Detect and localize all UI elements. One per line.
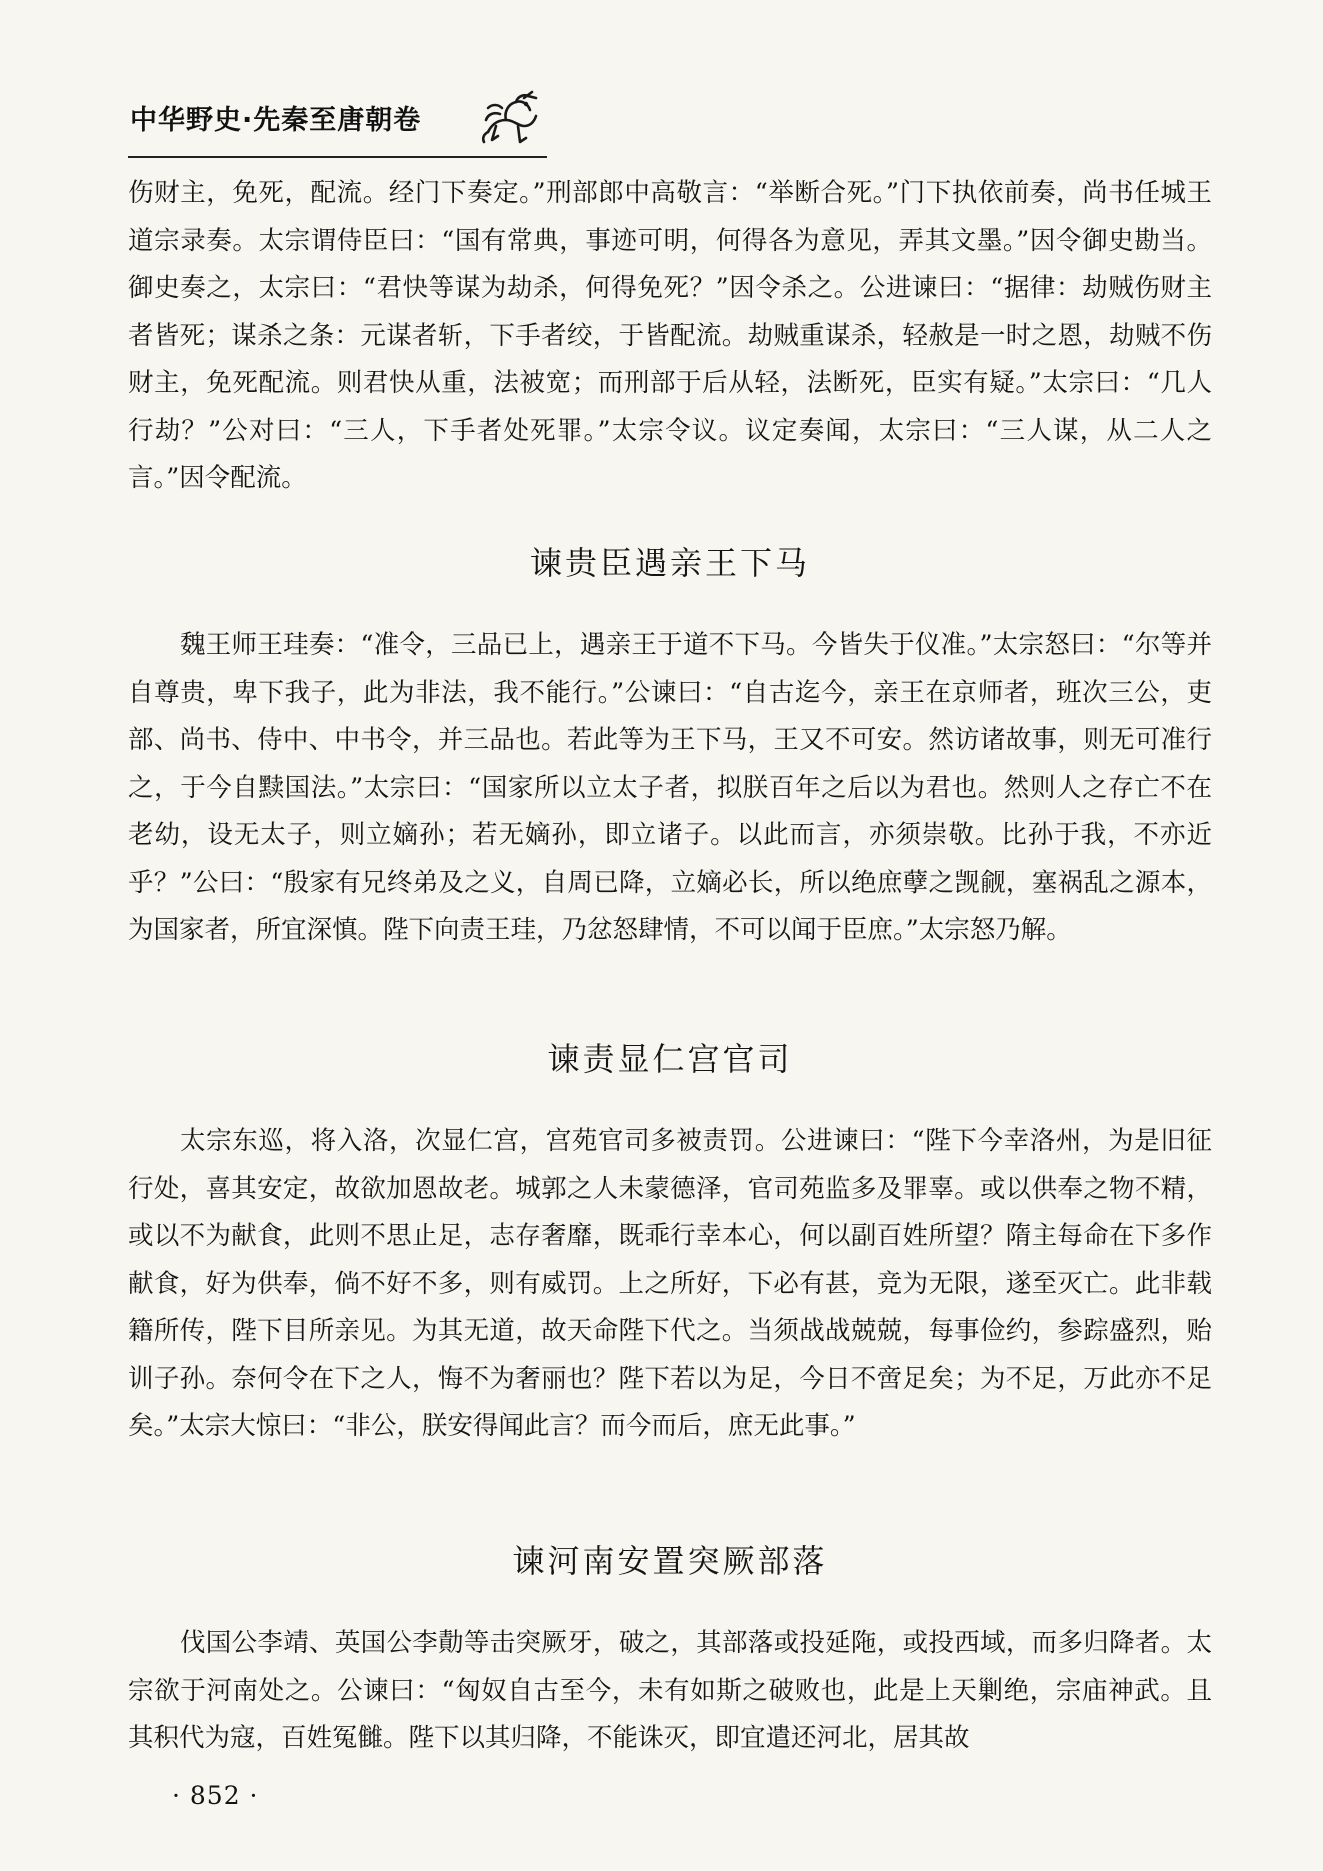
header-rule — [128, 156, 547, 158]
section-title-1: 谏贵臣遇亲王下马 — [529, 544, 810, 582]
paragraph-2: 魏王师王珪奏：“准令，三品已上，遇亲王于道不下马。今皆失于仪准。”太宗怒曰：“尔等并自尊贵，卑下我子，此为非法，我不能行。”公谏曰：“自古迄今，亲王在京师者，班次三公，吏部、尚书、侍中、中书令，并三品也。若此等为王下马，王又不可安。然访诸故事，则无可准行之，于今自黩国法。”太宗曰：“国家所以立太子者，拟朕百年之后以为君也。然则人之存亡不在老幼，设无太子，则立嫡孙；若无嫡孙，即立诸子。以此而言，亦须崇敬。比孙于我，不亦近乎？”公曰：“殷家有兄终弟及之义，自周已降，立嫡必长，所以绝庶孽之觊觎，塞祸乱之源本，为国家者，所宜深慎。陛下向责王珪，乃忿怒肆情，不可以闻于臣庶。”太宗怒乃解。 — [128, 630, 1212, 945]
section-title-2: 谏责显仁宫官司 — [547, 1040, 793, 1078]
paragraph-1-block — [128, 170, 1212, 503]
paragraph-4: 伐国公李靖、英国公李勣等击突厥牙，破之，其部落或投延陁，或投西域，而多归降者。太宗欲于河南处之。公谏曰：“匈奴自古至今，未有如斯之破败也，此是上天剿绝，宗庙神武。且其积代为寇，百姓冤雠。陛下以其归降，不能诛灭，即宜遣还河北，居其故 — [128, 1628, 1212, 1753]
section-title-3: 谏河南安置突厥部落 — [512, 1542, 828, 1580]
paragraph-3-block — [128, 1118, 1212, 1451]
section-3-title-block — [128, 1536, 1212, 1582]
section-2-title-block — [128, 1034, 1212, 1080]
paragraph-1: 伤财主，免死，配流。经门下奏定。”刑部郎中高敬言：“举断合死。”门下执依前奏，尚书任城王道宗录奏。太宗谓侍臣曰：“国有常典，事迹可明，何得各为意见，弄其文墨。”因令御史勘当。御史奏之，太宗曰：“君快等谋为劫杀，何得免死？”因令杀之。公进谏曰：“据律：劫贼伤财主者皆死；谋杀之条：元谋者斩，下手者绞，于皆配流。劫贼重谋杀，轻赦是一时之恩，劫贼不伤财主，免死配流。则君快从重，法被宽；而刑部于后从轻，法断死，臣实有疑。”太宗曰：“几人行劫？”公对曰：“三人，下手者处死罪。”太宗令议。议定奏闻，太宗曰：“三人谋，从二人之言。”因令配流。 — [128, 178, 1212, 493]
paragraph-3: 太宗东巡，将入洛，次显仁宫，宫苑官司多被责罚。公进谏曰：“陛下今幸洛州，为是旧征行处，喜其安定，故欲加恩故老。城郭之人未蒙德泽，官司苑监多及罪辜。或以供奉之物不精，或以不为献食，此则不思止足，志存奢靡，既乖行幸本心，何以副百姓所望？隋主每命在下多作献食，好为供奉，倘不好不多，则有威罚。上之所好，下必有甚，竞为无限，遂至灭亡。此非载籍所传，陛下目所亲见。为其无道，故天命陛下代之。当须战战兢兢，每事俭约，参踪盛烈，贻训子孙。奈何令在下之人，悔不为奢丽也？陛下若以为足，今日不啻足矣；为不足，万此亦不足矣。”太宗大惊曰：“非公，朕安得闻此言？而今而后，庶无此事。” — [128, 1126, 1212, 1441]
section-1-title-block — [128, 538, 1212, 584]
dragon-emblem-icon — [478, 86, 544, 152]
running-head: 中华野史·先秦至唐朝卷 — [130, 105, 422, 136]
paragraph-4-block — [128, 1620, 1212, 1763]
page-number: · 852 · — [172, 1781, 259, 1810]
paragraph-2-block — [128, 622, 1212, 955]
